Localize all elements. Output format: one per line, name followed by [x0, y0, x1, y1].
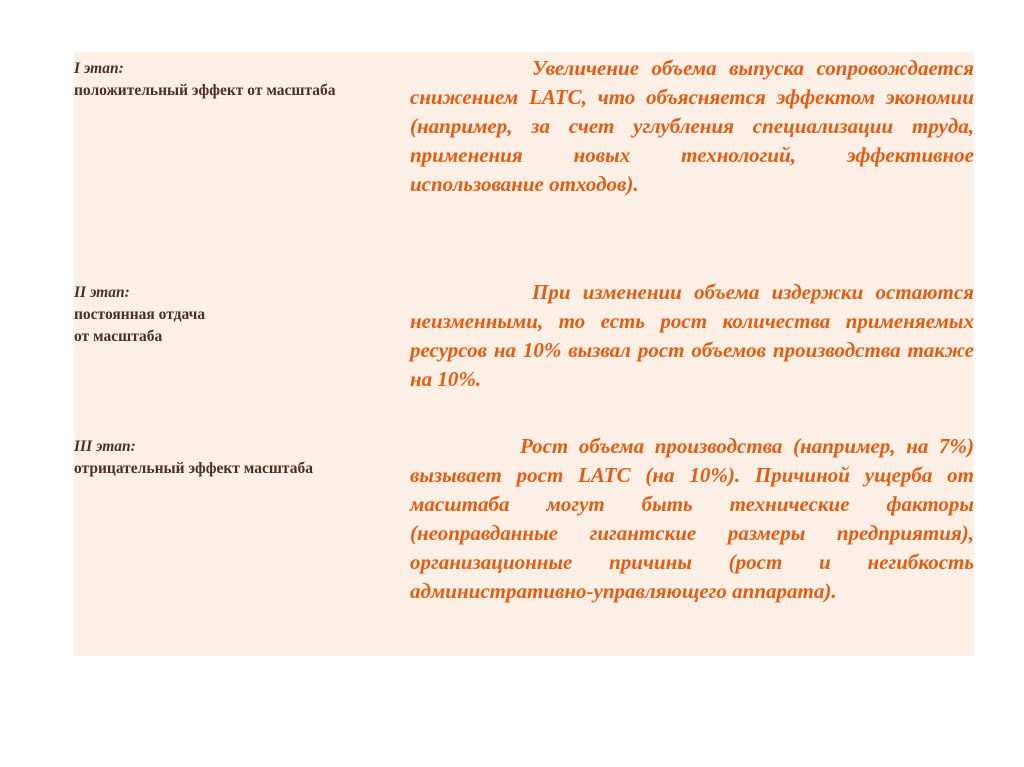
stage-name: положительный эффект от масштаба	[74, 82, 336, 99]
stage-number: I этап:	[74, 60, 124, 77]
stage-cell	[74, 58, 384, 102]
stage-cell	[74, 282, 384, 348]
stage-name-line: от масштаба	[74, 328, 163, 345]
stage-description: Увеличение объема выпуска сопровождается снижением LATC, что объясняется эффектом экономии (например, за счет углубления специализации труда, применения новых технологий, эффективное использование отходов).	[410, 56, 974, 196]
stage-number: II этап:	[74, 284, 130, 301]
content-table	[74, 52, 974, 656]
stage-name: отрицательный эффект масштаба	[74, 460, 313, 477]
stage-name-line: постоянная отдача	[74, 306, 206, 323]
stage-description: При изменении объема издержки остаются неизменными, то есть рост количества применяемых ресурсов на 10% вызвал рост объемов производства также на 10%.	[410, 280, 974, 391]
stage-description: Рост объема производства (например, на 7%) вызывает рост LATC (на 10%). Причиной ущерба от масштаба могут быть технические факторы (неоправданные гигантские размеры предприятия), организационные причины (рост и негибкость административно-управляющего аппарата).	[410, 434, 974, 603]
stage-number: III этап:	[74, 438, 136, 455]
stage-cell	[74, 436, 384, 480]
